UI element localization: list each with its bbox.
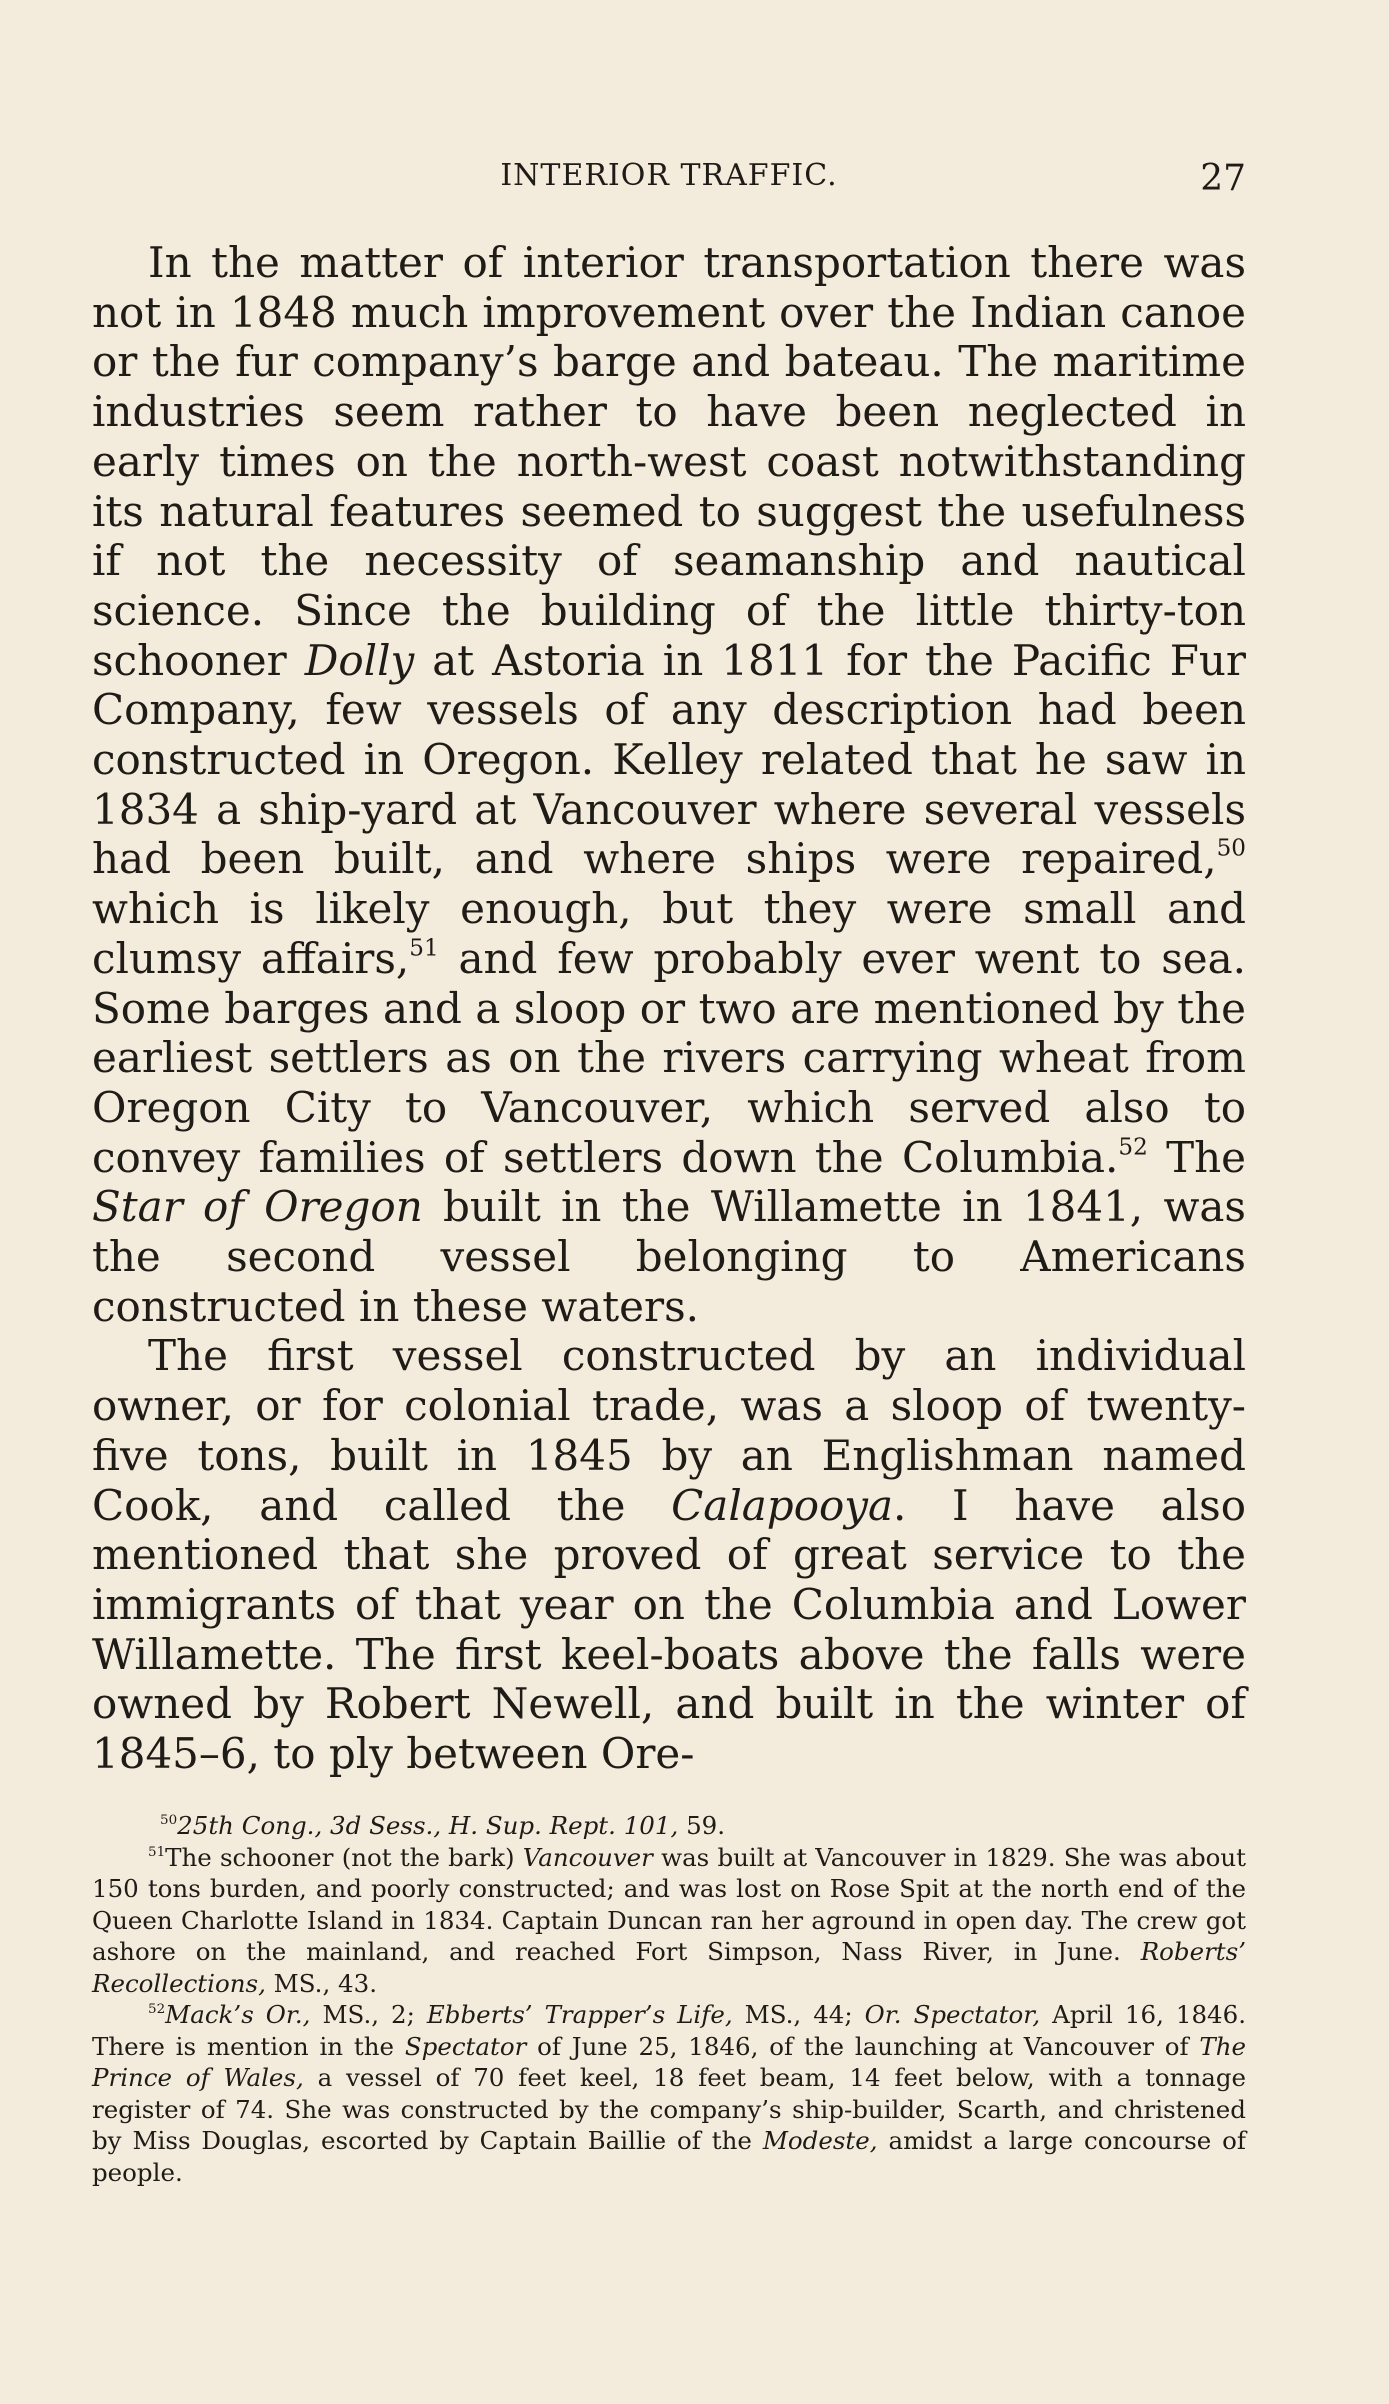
footnote-source: Or. Spectator, <box>864 2000 1041 2029</box>
paragraph-2 <box>92 1331 1246 1778</box>
text-run: In the matter of interior transportation there was not in 1848 much improvement over the Indian canoe or the fur company’s barge and bateau. The maritime industries seem rather to have been neglected in early times on the north-west coast notwithstanding its natural features seemed to suggest the usefulness if not the necessity of seamanship and nautical science. Since the building of the little thirty-ton schooner <box>92 238 1246 685</box>
body-text <box>92 238 1246 1779</box>
text-run: The <box>1147 1132 1246 1182</box>
text-run: MS., 43. <box>265 1968 378 1998</box>
text-run: MS., 44; <box>732 2000 865 2029</box>
page-header <box>92 158 1246 218</box>
vessel-name-modeste: Modeste, <box>762 2126 878 2155</box>
page-number: 27 <box>1200 158 1246 199</box>
footnote-52 <box>92 1999 1246 2188</box>
paragraph-1 <box>92 238 1246 1331</box>
footnote-mark: 51 <box>148 1843 166 1860</box>
footnote-source: Ebberts’ Trapper’s Life, <box>426 2000 733 2029</box>
text-run: . I have also mentioned that she proved of great service to the immigrants of that year on the Columbia and Lower Willamette. The first keel-boats above the falls were owned by Robert Newell, and built in the winter of 1845–6, to ply between Ore- <box>92 1480 1246 1779</box>
footnote-mark: 50 <box>160 1811 178 1828</box>
text-run: The first vessel constructed by an individual owner, or for colonial trade, was a sloop of twenty-five tons, built in 1845 by an Englishman named Cook, and called the <box>92 1331 1246 1530</box>
footnote-source: Mack’s Or., <box>165 2000 311 2029</box>
text-run: which is likely enough, but they were small and clumsy affairs, <box>92 884 1246 983</box>
text-run: of June 25, 1846, of the launching at Vancouver of <box>526 2031 1200 2061</box>
vessel-name-vancouver: Vancouver <box>522 1842 653 1872</box>
vessel-name-prince-of-wales: The Prince of Wales, <box>92 2031 1247 2092</box>
running-head: INTERIOR TRAFFIC. <box>500 158 838 193</box>
footnote-mark: 52 <box>148 2000 166 2017</box>
text-run: built in the Willamette in 1841, was the second vessel belonging to Americans constructed in these waters. <box>92 1182 1246 1331</box>
text-run: The schooner (not the bark) <box>165 1842 523 1872</box>
text-run: April 16, 1846. There is mention in the <box>92 2000 1247 2061</box>
footnotes <box>92 1810 1246 2188</box>
text-run: at Astoria in 1811 for the Pacific Fur Company, few vessels of any description had been constructed in Oregon. Kelley related that he saw in 1834 a ship-yard at Vancouver where several vessels had been built, and where ships were repaired, <box>92 635 1246 884</box>
vessel-name-dolly: Dolly <box>304 635 415 685</box>
footnote-50 <box>92 1810 1246 1842</box>
footnote-ref-52[interactable]: 52 <box>1118 1134 1148 1161</box>
vessel-name-calapooya: Calapooya <box>671 1480 894 1530</box>
footnote-source: Spectator <box>404 2031 527 2061</box>
text-run: and few probably ever went to sea. Some barges and a sloop or two are mentioned by the earliest settlers as on the rivers carrying wheat from Oregon City to Vancouver, which served also to convey families of settlers down the Columbia. <box>92 933 1246 1182</box>
text-run: 59. <box>678 1811 726 1840</box>
footnote-51 <box>92 1842 1246 2000</box>
footnote-ref-51[interactable]: 51 <box>409 935 439 962</box>
vessel-name-star-of-oregon: Star of Oregon <box>92 1182 423 1232</box>
footnote-source: Roberts’ Recollections, <box>92 1937 1246 1998</box>
text-run: a vessel of 70 feet keel, 18 feet beam, 14 feet below, with a tonnage register of 74. She was constructed by the company’s ship-builder, Scarth, and christened by Miss Douglas, escorted by Captain Baillie of the <box>92 2063 1247 2155</box>
text-run: amidst a large concourse of people. <box>92 2126 1246 2187</box>
text-run: MS., 2; <box>310 2000 427 2029</box>
text-run: was built at Vancouver in 1829. She was about 150 tons burden, and poorly constructed; and was lost on Rose Spit at the north end of the Queen Charlotte Island in 1834. Captain Duncan ran her aground in open day. The crew got ashore on the mainland, and reached Fort Simpson, Nass River, in June. <box>92 1842 1246 1966</box>
footnote-source: 25th Cong., 3d Sess., H. Sup. Rept. 101, <box>177 1811 679 1840</box>
footnote-ref-50[interactable]: 50 <box>1216 836 1246 863</box>
